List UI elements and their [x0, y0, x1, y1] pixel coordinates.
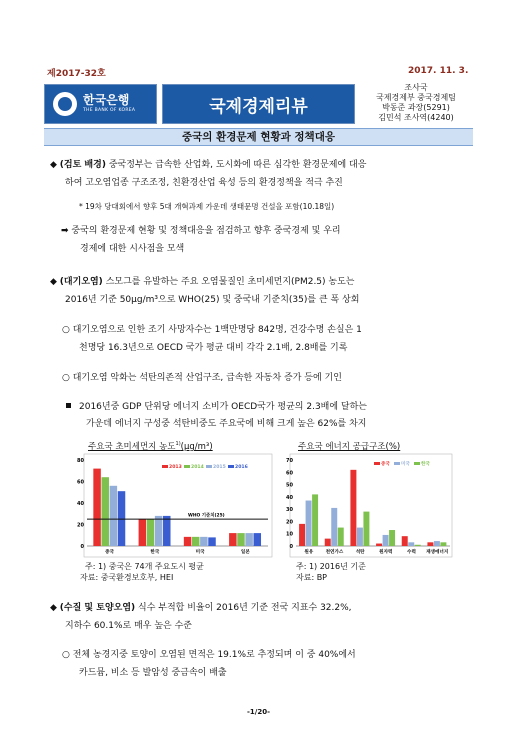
chart-1-title: 주요국 초미세먼지 농도$^{1)}$(μg/m³) [88, 441, 213, 452]
y-tick-label: 0 [80, 544, 84, 550]
bar-한국 [338, 528, 344, 546]
chart-1-source: 자료: 중국환경보호부, HEI [80, 573, 174, 582]
bar-2016 [163, 516, 170, 546]
circle-bullet-icon: ○ [62, 325, 70, 335]
reference-line-label: WHO 기준치(25) [188, 513, 225, 519]
bar-2016 [254, 533, 261, 546]
x-tick-label: 재생에너지 [426, 550, 449, 555]
square-bullet-icon [66, 403, 71, 408]
bar-2013 [184, 537, 191, 546]
bar-2016 [118, 491, 125, 546]
review-footnote: * 19차 당대회에서 향후 5대 개혁과제 가운데 생태문명 건설을 포함(10.18일) [79, 202, 335, 211]
arrow-right-icon: ➡ [61, 226, 69, 236]
x-tick-label: 일본 [240, 550, 250, 555]
bar-한국 [389, 530, 395, 546]
bar-중국 [350, 470, 356, 546]
chart-2-energy-mix [280, 452, 455, 562]
water-label: (수질 및 토양오염) [59, 603, 136, 613]
bar-2016 [208, 537, 215, 546]
bar-중국 [325, 539, 331, 546]
square-item-1: 2016년중 GDP 단위당 에너지 소비가 OECD국가 평균의 2.3배에 달하는 [66, 400, 367, 415]
x-tick-label: 한국 [150, 550, 160, 555]
bar-2014 [192, 537, 199, 546]
y-tick-label: 0 [289, 544, 293, 550]
chart-2-title: 주요국 에너지 공급구조(%) [298, 442, 401, 452]
bar-2015 [200, 537, 207, 546]
bar-2014 [147, 519, 154, 546]
legend-label-2014: 2014 [191, 465, 204, 470]
legend-swatch [374, 462, 380, 465]
legend-swatch [228, 465, 234, 468]
square-item-1-cont: 가운데 에너지 구성중 석탄비중도 주요국에 비해 크게 높은 62%를 차지 [86, 419, 367, 429]
legend-label-한국: 한국 [421, 462, 430, 467]
bar-미국 [306, 501, 312, 546]
x-tick-label: 수력 [407, 550, 416, 555]
review-line-1 [50, 158, 366, 173]
bar-2013 [139, 519, 146, 546]
y-tick-label: 60 [286, 470, 293, 477]
legend-swatch [394, 462, 400, 465]
chart-1-note: 주: 1) 중국은 74개 주요도시 평균 [85, 562, 204, 571]
legend-label-중국: 중국 [381, 462, 390, 467]
bar-2015 [245, 533, 252, 546]
contact-info [361, 83, 471, 123]
chart-2-source: 자료: BP [296, 573, 328, 582]
chart-2-note: 주: 1) 2016년 기준 [296, 562, 366, 571]
bar-2015 [110, 486, 117, 546]
arrow-line-1: ➡ 중국의 환경문제 현황 및 정책대응을 점검하고 향후 중국경제 및 우리 [61, 226, 341, 236]
arrow-line-2: 경제에 대한 시사점을 모색 [80, 244, 185, 254]
logo-english: THE BANK OF KOREA [83, 108, 136, 113]
air-line-1: ◆ (대기오염) 스모그를 유발하는 주요 오염물질인 초미세먼지(PM2.5) 농도는 [50, 277, 355, 287]
circle-item-3: ○ 전체 농경지중 토양이 오염된 면적은 19.1%로 추정되며 이 중 40%에서 [62, 650, 356, 660]
bar-2013 [229, 533, 236, 546]
x-tick-label: 중국 [105, 550, 115, 555]
legend-swatch [162, 465, 168, 468]
y-tick-label: 20 [286, 519, 293, 526]
diamond-bullet-icon: ◆ [50, 277, 57, 287]
water-line-2: 지하수 60.1%로 매우 높은 수준 [65, 621, 192, 631]
bar-미국 [383, 535, 389, 546]
legend-swatch [414, 462, 420, 465]
diamond-bullet-icon: ◆ [50, 160, 57, 170]
x-tick-label: 원유 [304, 550, 314, 555]
bar-중국 [376, 544, 382, 546]
bank-logo [44, 84, 157, 124]
air-label: (대기오염) [59, 277, 103, 287]
y-tick-label: 30 [286, 507, 293, 514]
x-tick-label: 천연가스 [325, 550, 344, 555]
y-tick-label: 60 [77, 479, 84, 486]
air-line-2: 2016년 기준 50μg/m³으로 WHO(25) 및 중국내 기준치(35)를 큰 폭 상회 [65, 295, 360, 305]
review-label: (검토 배경) [59, 160, 106, 170]
contact-person-2: 김민석 조사역(4240) [378, 113, 454, 122]
bar-미국 [434, 541, 440, 546]
bank-emblem-icon [53, 92, 77, 116]
contact-person-1: 박동준 과장(5291) [382, 103, 450, 112]
bar-한국 [440, 542, 446, 546]
bar-중국 [402, 536, 408, 546]
y-tick-label: 20 [77, 522, 84, 529]
diamond-bullet-icon: ◆ [50, 603, 57, 613]
chart-1-pm25 [70, 452, 275, 562]
y-tick-label: 50 [286, 482, 293, 489]
logo-korean: 한국은행 [83, 93, 130, 107]
contact-dept: 조사국 [404, 83, 428, 92]
bar-미국 [331, 508, 337, 546]
review-text-1: 중국정부는 급속한 산업화, 도시화에 따른 심각한 환경문제에 대응 [108, 160, 367, 170]
issue-number: 제2017-32호 [47, 69, 106, 79]
legend-label-미국: 미국 [401, 462, 410, 467]
bar-2013 [93, 469, 100, 546]
bar-2014 [237, 533, 244, 546]
legend-label-2016: 2016 [235, 465, 248, 470]
circle-bullet-icon: ○ [62, 373, 70, 383]
page-number: -1/20- [247, 708, 270, 716]
legend-swatch [184, 465, 190, 468]
publication-title: 국제경제리뷰 [162, 84, 355, 124]
report-title: 중국의 환경문제 현황과 정책대응 [44, 128, 473, 146]
x-tick-label: 석탄 [355, 550, 365, 555]
x-tick-label: 미국 [195, 550, 205, 555]
y-tick-label: 10 [286, 531, 293, 538]
circle-item-3-cont: 카드뮴, 비소 등 발암성 중금속이 배출 [79, 668, 227, 678]
bar-2014 [101, 477, 108, 546]
review-line-2: 하여 고오염업종 구조조정, 친환경산업 육성 등의 환경정책을 적극 추진 [65, 178, 343, 188]
circle-item-1-cont: 천명당 16.3년으로 OECD 국가 평균 대비 각각 2.1배, 2.8배를 기록 [79, 343, 348, 353]
bar-한국 [415, 545, 421, 546]
legend-swatch [206, 465, 212, 468]
bar-미국 [357, 528, 363, 546]
bar-중국 [299, 524, 305, 546]
circle-bullet-icon: ○ [62, 650, 70, 660]
contact-team: 국제경제부 중국경제팀 [376, 93, 456, 102]
y-tick-label: 40 [286, 494, 293, 501]
bar-2015 [155, 516, 162, 546]
bar-미국 [408, 542, 414, 546]
circle-item-2: ○ 대기오염 악화는 석탄의존적 산업구조, 급속한 자동차 증가 등에 기인 [62, 373, 342, 383]
y-tick-label: 80 [77, 458, 84, 464]
y-tick-label: 40 [77, 501, 84, 507]
legend-label-2013: 2013 [169, 465, 182, 470]
water-line-1: ◆ (수질 및 토양오염) 식수 부적합 비율이 2016년 기준 전국 지표수 32.2%, [50, 603, 352, 613]
bar-한국 [312, 494, 318, 546]
x-tick-label: 원자력 [379, 550, 393, 555]
y-tick-label: 70 [286, 458, 293, 464]
legend-label-2015: 2015 [213, 465, 226, 470]
bar-한국 [363, 512, 369, 546]
issue-date: 2017. 11. 3. [408, 66, 469, 76]
circle-item-1: ○ 대기오염으로 인한 조기 사망자수는 1백만명당 842명, 건강수명 손실은 1 [62, 325, 362, 335]
bar-중국 [427, 542, 433, 546]
